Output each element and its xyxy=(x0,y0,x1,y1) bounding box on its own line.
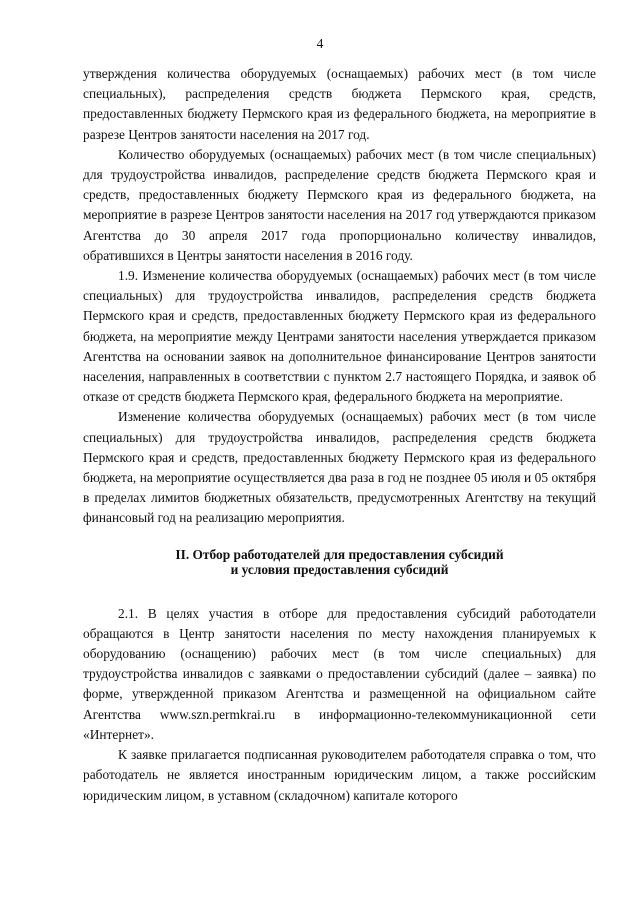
page-number: 4 xyxy=(316,36,324,51)
section-title xyxy=(83,547,596,578)
paragraph: Изменение количества оборудуемых (оснащаемых) рабочих мест (в том числе специальных) для трудоустройства инвалидов, распределения средств бюджета Пермского края и средств, предоставленных бюджету Пермского края из федерального бюджета, на мероприятие осуществляется два раза в год не позднее 05 июля и 05 октября в пределах лимитов бюджетных обязательств, предусмотренных Агентству на текущий финансовый год на реализацию мероприятия. xyxy=(83,409,596,526)
section-title-line-1: II. Отбор работодателей для предоставления субсидий xyxy=(175,546,504,562)
paragraph-clause-1-9: 1.9. Изменение количества оборудуемых (оснащаемых) рабочих мест (в том числе специальных) для трудоустройства инвалидов, распределения средств бюджета Пермского края и средств, предоставленных бюджету Пермского края из федерального бюджета, на мероприятие между Центрами занятости населения утверждается приказом Агентства на основании заявок на дополнительное финансирование Центров занятости населения, направленных в соответствии с пунктом 2.7 настоящего Порядка, и заявок об отказе от средств бюджета Пермского края, федерального бюджета на мероприятие. xyxy=(83,268,596,405)
document-body xyxy=(83,64,596,806)
paragraph-clause-2-1: 2.1. В целях участия в отборе для предоставления субсидий работодатели обращаются в Центр занятости населения по месту нахождения планируемых к оборудованию (оснащению) рабочих мест (в том числе специальных) для трудоустройства инвалидов с заявками о предоставлении субсидий (далее – заявка) по форме, утвержденной приказом Агентства и размещенной на официальном сайте Агентства www.szn.permkrai.ru в информационно-телекоммуникационной сети «Интернет». xyxy=(83,605,596,742)
paragraph-continuation: утверждения количества оборудуемых (оснащаемых) рабочих мест (в том числе специальных), распределения средств бюджета Пермского края, средств, предоставленных бюджету Пермского края из федерального бюджета, на мероприятие в разрезе Центров занятости населения на 2017 год. xyxy=(83,66,596,142)
section-title-line-2: и условия предоставления субсидий xyxy=(230,562,449,578)
paragraph: К заявке прилагается подписанная руководителем работодателя справка о том, что работодатель не является иностранным юридическим лицом, а также российским юридическим лицом, в уставном (складочном) капитале которого xyxy=(83,747,596,803)
paragraph: Количество оборудуемых (оснащаемых) рабочих мест (в том числе специальных) для трудоустройства инвалидов, распределение средств бюджета Пермского края и средств, предоставленных бюджету Пермского края из федерального бюджета, на мероприятие в разрезе Центров занятости населения на 2017 год утверждаются приказом Агентства до 30 апреля 2017 года пропорционально количеству инвалидов, обратившихся в Центры занятости населения в 2016 году. xyxy=(83,146,596,263)
